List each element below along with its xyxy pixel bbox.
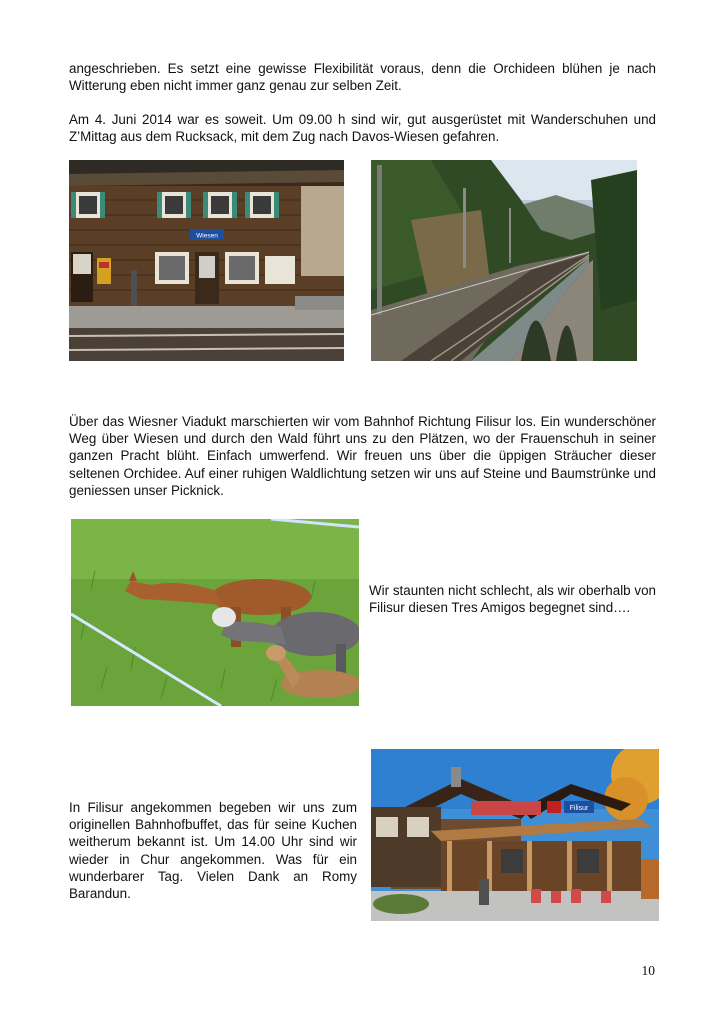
photo-alpacas	[71, 519, 359, 706]
page-number: 10	[641, 963, 655, 978]
paragraph-trip-start: Am 4. Juni 2014 war es soweit. Um 09.00 h sind wir, gut ausgerüstet mit Wanderschuhen und Z’Mittag aus dem Rucksack, mit dem Zug nach Davos-Wiesen gefahren.	[69, 112, 656, 145]
filisur-sign: Filisur	[569, 805, 589, 812]
photo-wiesner-viadukt	[371, 160, 637, 361]
paragraph-filisur-arrival: In Filisur angekommen begeben wir uns zum originellen Bahnhofbuffet, das für seine Kuchen weitherum bekannt ist. Um 14.00 Uhr sind wir wieder in Chur angekommen. Was für ein wunderbarer Tag. Vielen Dank an Romy Barandun.	[69, 800, 357, 902]
photo-filisur-buffet	[371, 749, 659, 921]
station-sign: Wiesen	[196, 232, 218, 240]
paragraph-orchid-flexibility: angeschrieben. Es setzt eine gewisse Flexibilität voraus, denn die Orchideen blühen je nach Witterung eben nicht immer ganz genau zur selben Zeit.	[69, 61, 656, 94]
caption-tres-amigos: Wir staunten nicht schlecht, als wir oberhalb von Filisur diesen Tres Amigos begegnet sind….	[369, 583, 656, 616]
photo-wiesen-station	[69, 160, 344, 361]
paragraph-viadukt-walk: Über das Wiesner Viadukt marschierten wir vom Bahnhof Richtung Filisur los. Ein wunderschöner Weg über Wiesen und durch den Wald führt uns zu den Plätzen, wo der Frauenschuh in seiner ganzen Pracht blüht. Einfach umwerfend. Wir freuen uns über die üppigen Sträucher dieser seltenen Orchidee. Auf einer ruhigen Waldlichtung setzen wir uns auf Steine und Baumstrünke und geniessen unser Picknick.	[69, 414, 656, 498]
